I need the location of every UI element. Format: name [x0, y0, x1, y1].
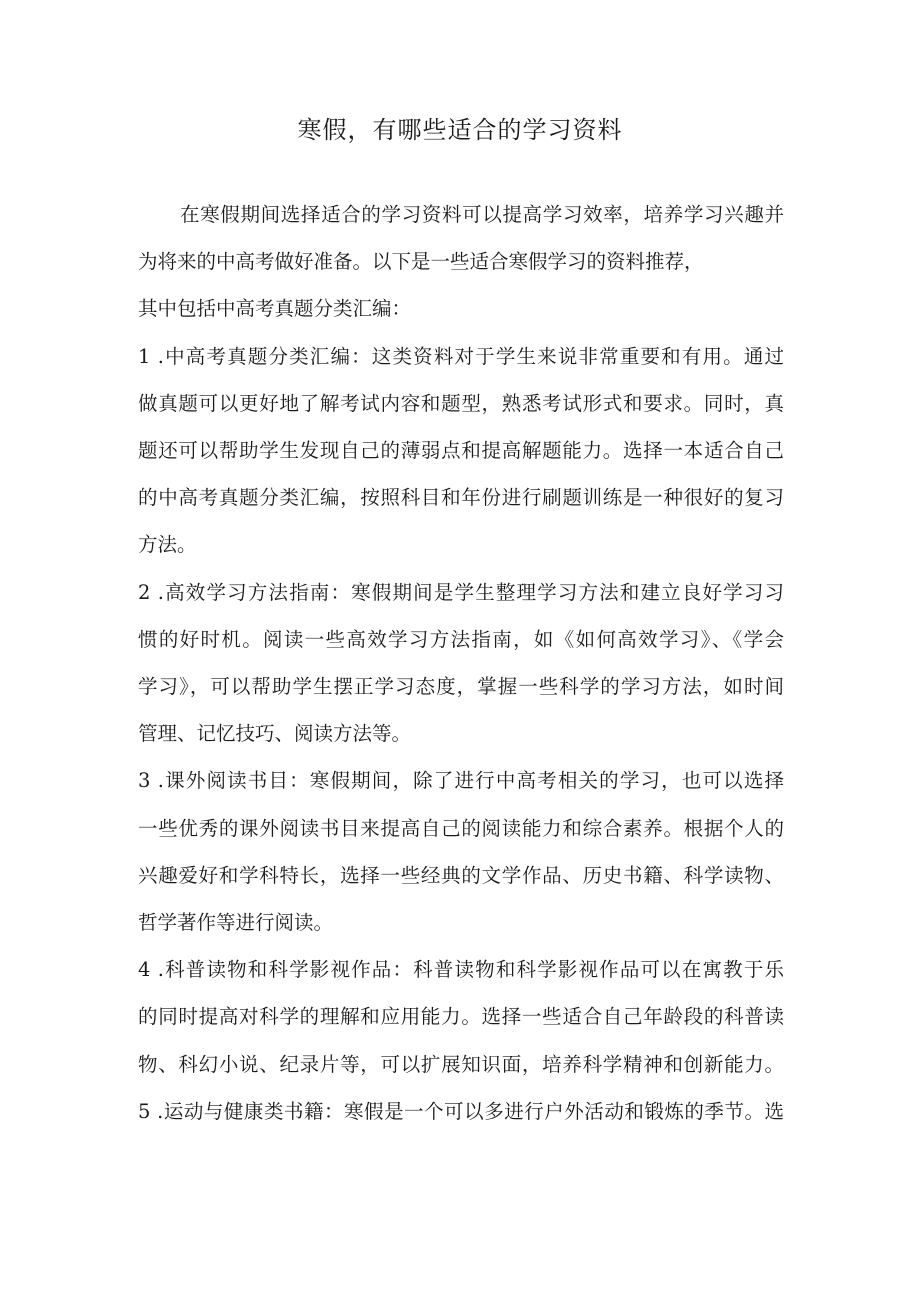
text-line: 做真题可以更好地了解考试内容和题型，熟悉考试形式和要求。同时，真: [138, 391, 784, 415]
list-item-1-line: 1 .中高考真题分类汇编：这类资料对于学生来说非常重要和有用。通过: [138, 344, 784, 368]
text-line: 题还可以帮助学生发现自己的薄弱点和提高解题能力。选择一本适合自己: [138, 439, 784, 463]
list-item-4-line: 4 .科普读物和科学影视作品：科普读物和科学影视作品可以在寓教于乐: [138, 958, 784, 982]
list-item-3-line: 3 .课外阅读书目：寒假期间，除了进行中高考相关的学习，也可以选择: [138, 769, 784, 793]
text-line: 惯的好时机。阅读一些高效学习方法指南，如《如何高效学习》、《学会: [138, 627, 784, 651]
list-item-5-line: 5 .运动与健康类书籍：寒假是一个可以多进行户外活动和锻炼的季节。选: [138, 1099, 784, 1123]
text-line: 一些优秀的课外阅读书目来提高自己的阅读能力和综合素养。根据个人的: [138, 816, 784, 840]
document-body: [138, 191, 784, 1135]
text-line: 哲学著作等进行阅读。: [138, 911, 334, 935]
text-line: 的同时提高对科学的理解和应用能力。选择一些适合自己年龄段的科普读: [138, 1005, 784, 1029]
text-line: 管理、记忆技巧、阅读方法等。: [138, 722, 412, 746]
text-line: 在寒假期间选择适合的学习资料可以提高学习效率，培养学习兴趣并: [180, 203, 784, 226]
text-line: 兴趣爱好和学科特长，选择一些经典的文学作品、历史书籍、科学读物、: [138, 863, 784, 887]
text-line: 方法。: [138, 533, 197, 557]
text-line: 为将来的中高考做好准备。以下是一些适合寒假学习的资料推荐，: [138, 250, 704, 274]
text-line: 学习》，可以帮助学生摆正学习态度，掌握一些科学的学习方法，如时间: [138, 675, 784, 699]
text-line: 物、科幻小说、纪录片等，可以扩展知识面，培养科学精神和创新能力。: [138, 1052, 784, 1076]
text-line: 其中包括中高考真题分类汇编：: [138, 297, 412, 321]
text-line: 的中高考真题分类汇编，按照科目和年份进行刷题训练是一种很好的复习: [138, 486, 784, 510]
list-item-2-line: 2 .高效学习方法指南：寒假期间是学生整理学习方法和建立良好学习习: [138, 580, 784, 604]
document-title: 寒假，有哪些适合的学习资料: [297, 116, 623, 144]
